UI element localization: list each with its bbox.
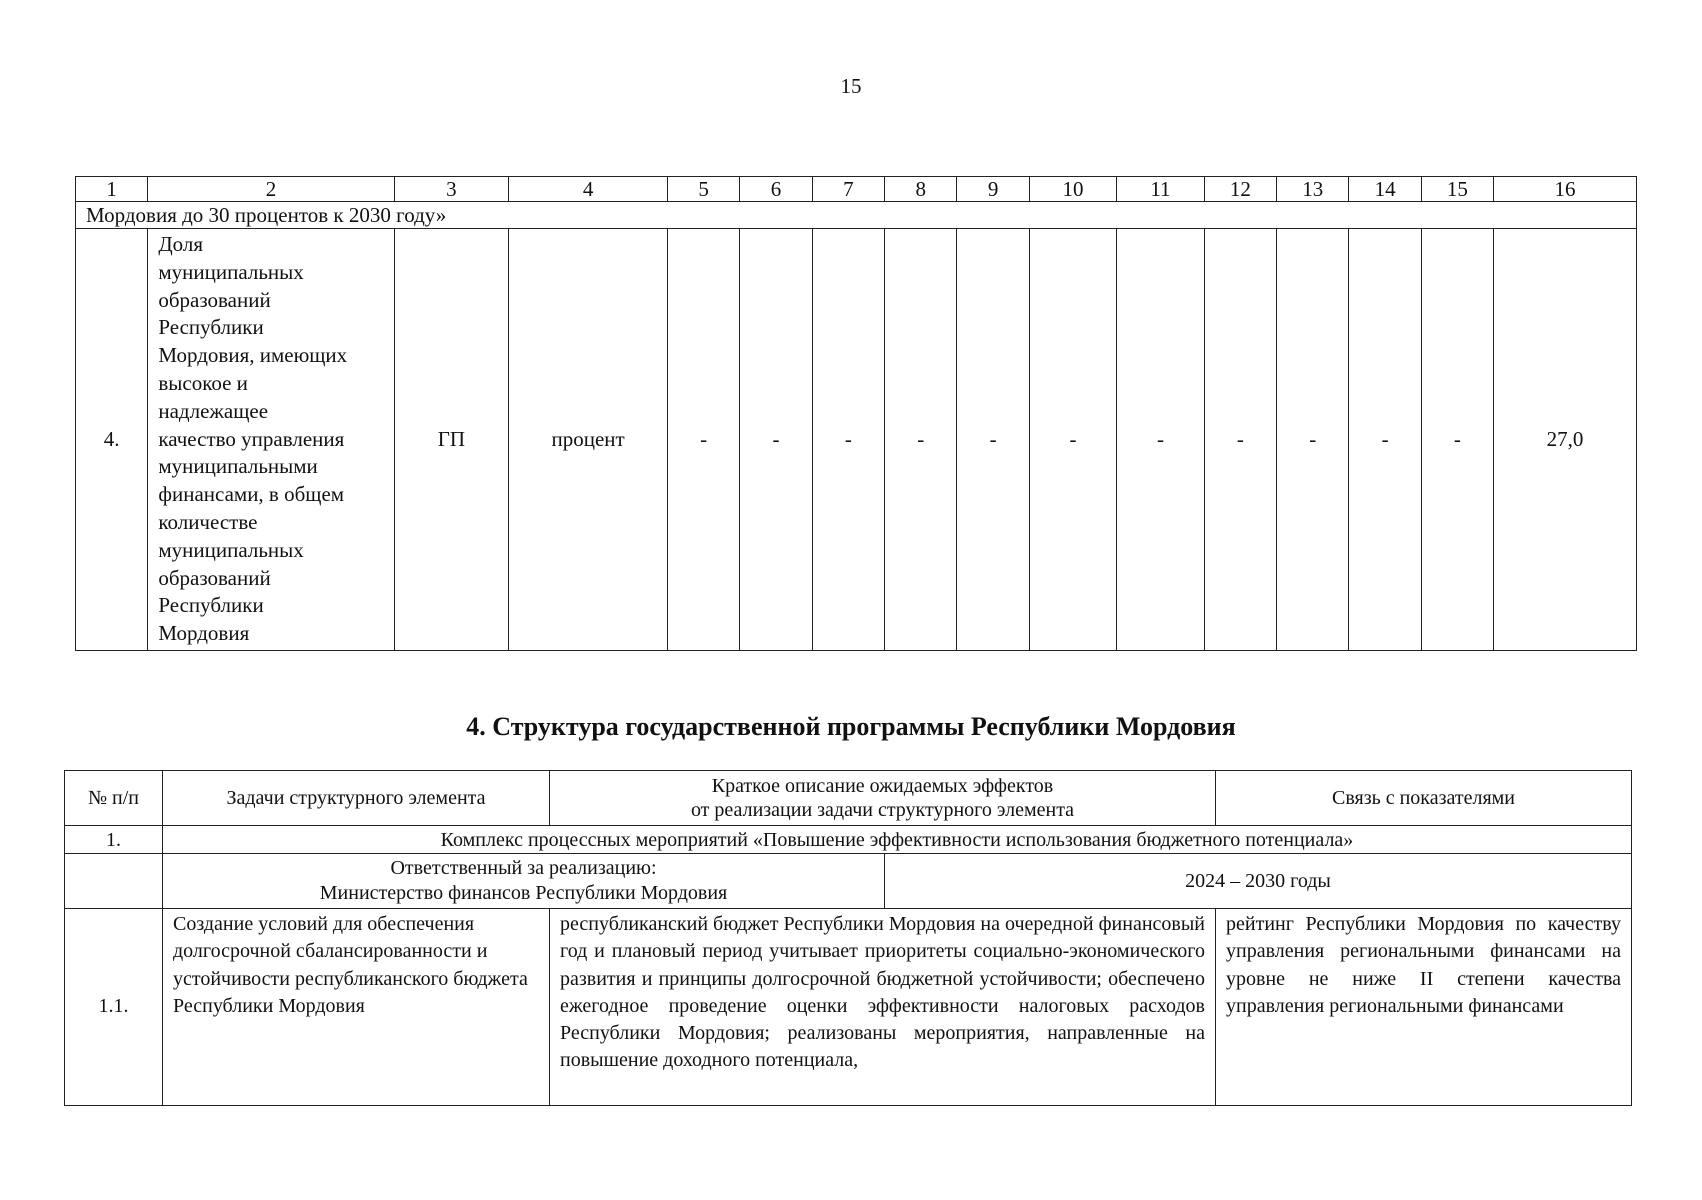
complex-row (65, 826, 1632, 854)
indicator-level: ГП (394, 229, 509, 651)
indicator-value: - (812, 229, 884, 651)
indicator-name-line: качество управления (158, 426, 345, 451)
responsible-period: 2024 – 2030 годы (885, 854, 1632, 909)
header-link: Связь с показателями (1216, 771, 1632, 826)
indicator-value: - (957, 229, 1029, 651)
column-number: 15 (1421, 177, 1493, 202)
indicator-name-line: Республики (158, 593, 264, 618)
column-number: 10 (1029, 177, 1116, 202)
column-number: 16 (1494, 177, 1637, 202)
indicator-value: - (1204, 229, 1276, 651)
indicator-row (76, 229, 1637, 651)
responsible-empty-cell (65, 854, 163, 909)
column-number: 2 (148, 177, 394, 202)
responsible-info (163, 854, 885, 909)
header-effects-line: от реализации задачи структурного элемента (690, 799, 1075, 821)
continuation-text: Мордовия до 30 процентов к 2030 году» (76, 202, 1637, 229)
indicator-name-line: Доля (158, 232, 204, 256)
column-number: 12 (1204, 177, 1276, 202)
indicator-name-line: высокое и (158, 370, 248, 395)
complex-title: Комплекс процессных мероприятий «Повышение эффективности использования бюджетного потенциала» (163, 826, 1632, 854)
header-tasks: Задачи структурного элемента (163, 771, 550, 826)
task-number: 1.1. (65, 909, 163, 1106)
column-number: 9 (957, 177, 1029, 202)
responsible-row (65, 854, 1632, 909)
indicator-name (148, 229, 394, 651)
column-number: 7 (812, 177, 884, 202)
indicator-value: - (1029, 229, 1116, 651)
indicator-value: - (1117, 229, 1204, 651)
indicator-name-line: муниципальных (158, 259, 304, 284)
page-number: 15 (840, 74, 862, 98)
column-number: 5 (668, 177, 740, 202)
column-number: 8 (885, 177, 957, 202)
indicator-name-line: Мордовия, имеющих (158, 343, 348, 368)
column-number: 13 (1277, 177, 1349, 202)
indicator-unit: процент (509, 229, 668, 651)
column-number: 4 (509, 177, 668, 202)
indicator-name-line: финансами, в общем (158, 482, 345, 507)
header-effects (550, 771, 1216, 826)
structure-header-row (65, 771, 1632, 826)
column-number: 1 (76, 177, 148, 202)
task-effect: республиканский бюджет Республики Мордовия на очередной финансовый год и плановый период учитывает приоритеты социально-экономического развития и принципы долгосрочной бюджетной устойчивости; обеспечено ежегодное проведение оценки эффективности налоговых расходов Республики Мордовия; реализованы мероприятия, направленные на повышение доходного потенциала, (550, 909, 1216, 1106)
indicator-value: - (1349, 229, 1421, 651)
indicator-final-value: 27,0 (1494, 229, 1637, 651)
complex-number: 1. (65, 826, 163, 854)
row-number: 4. (76, 229, 148, 651)
indicator-value: - (1277, 229, 1349, 651)
column-number: 6 (740, 177, 812, 202)
column-number: 11 (1117, 177, 1204, 202)
indicator-value: - (740, 229, 812, 651)
column-number: 3 (394, 177, 509, 202)
indicator-name-line: Республики (158, 315, 264, 340)
indicator-name-line: образований (158, 565, 271, 590)
indicator-name-line: количестве (158, 509, 258, 534)
indicator-name-line: муниципальными (158, 454, 318, 479)
task-indicator: рейтинг Республики Мордовия по качеству управления региональными финансами на уровне не ниже II степени качества управления региональными финансами (1216, 909, 1632, 1106)
column-numbers-row (76, 177, 1637, 202)
header-num: № п/п (65, 771, 163, 826)
indicator-value: - (885, 229, 957, 651)
indicator-name-line: Мордовия (158, 621, 250, 646)
section-title: 4. Структура государственной программы Республики Мордовия (466, 712, 1236, 741)
column-number: 14 (1349, 177, 1421, 202)
responsible-name: Министерство финансов Республики Мордовия (319, 882, 728, 904)
indicator-value: - (1421, 229, 1493, 651)
responsible-label: Ответственный за реализацию: (390, 857, 657, 879)
structure-table (64, 770, 1632, 1106)
indicator-name-line: образований (158, 287, 271, 312)
continuation-row (76, 202, 1637, 229)
task-row (65, 909, 1632, 1106)
indicator-value: - (668, 229, 740, 651)
indicators-table (75, 176, 1637, 651)
indicator-name-line: надлежащее (158, 398, 269, 423)
task-name: Создание условий для обеспечения долгосрочной сбалансированности и устойчивости республиканского бюджета Республики Мордовия (163, 909, 550, 1106)
header-effects-line: Краткое описание ожидаемых эффектов (711, 775, 1054, 797)
indicator-name-line: муниципальных (158, 537, 304, 562)
